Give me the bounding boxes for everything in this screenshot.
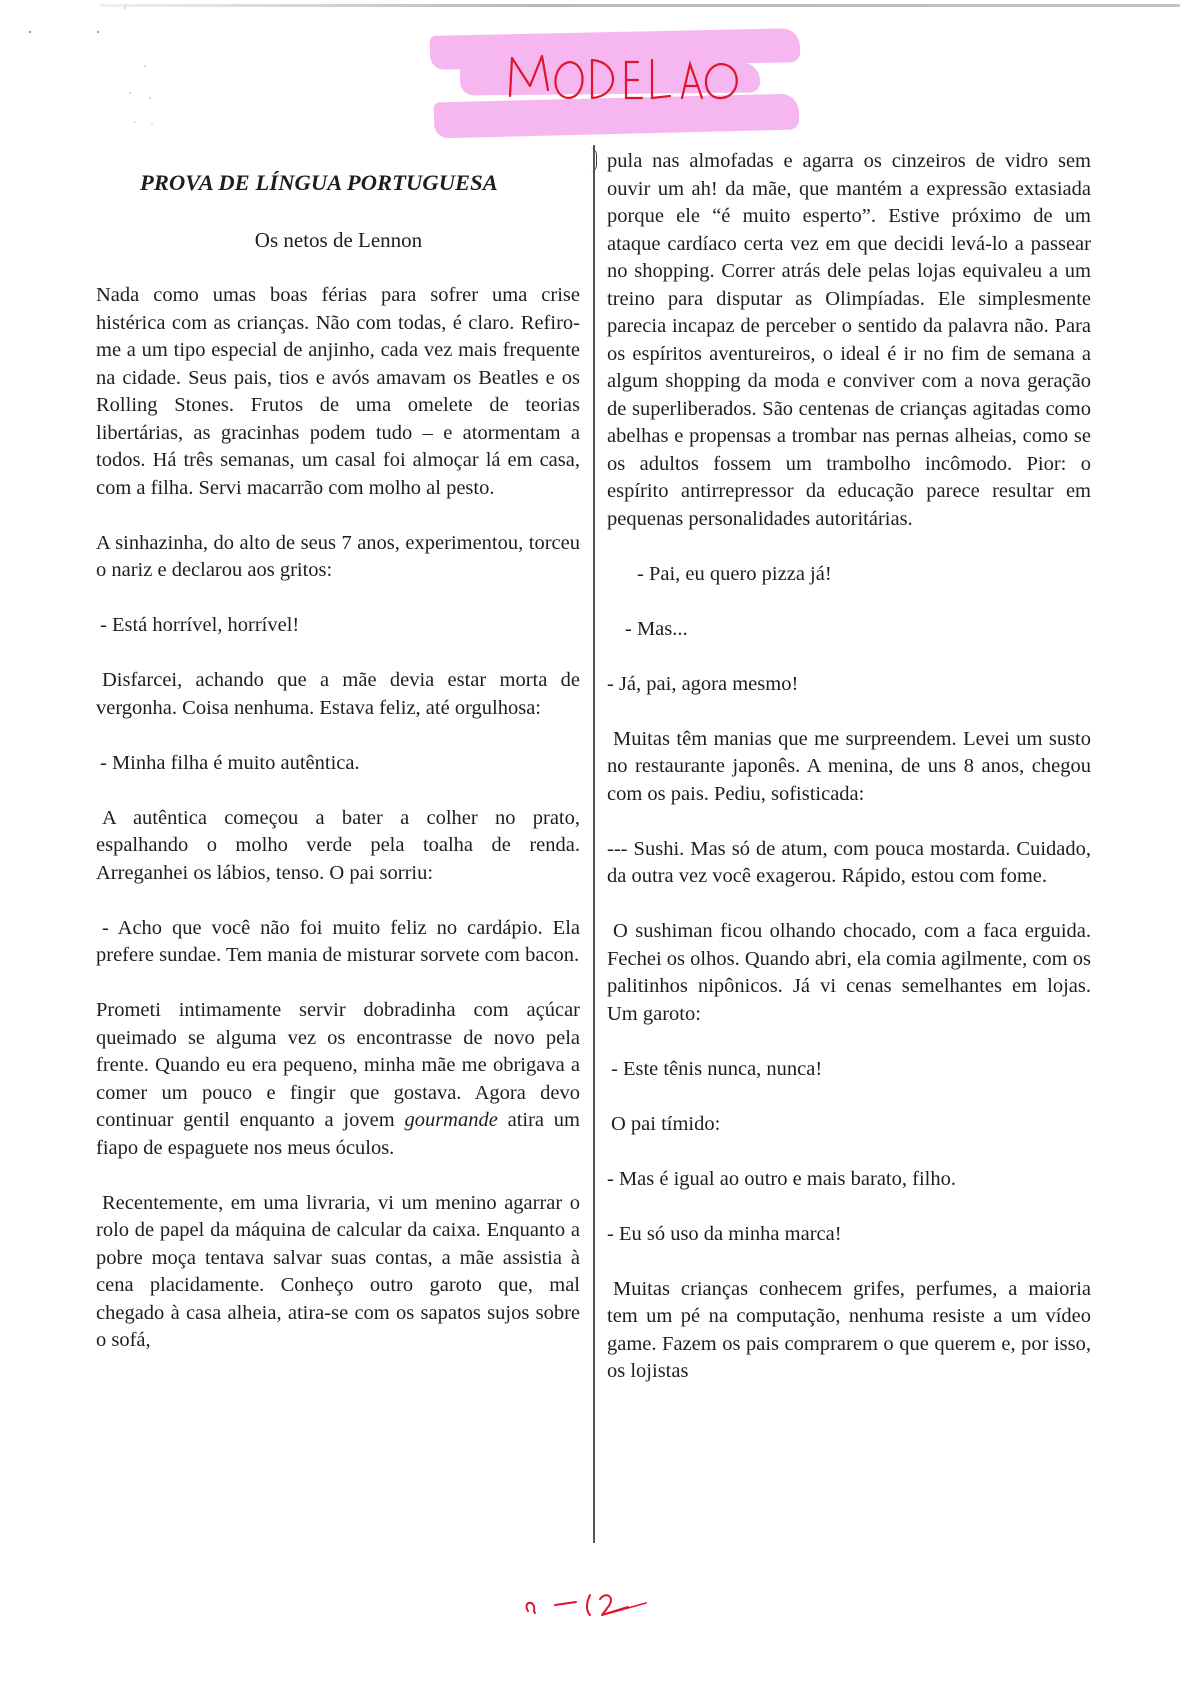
dialogue-line: --- Sushi. Mas só de atum, com pouca mostarda. Cuidado, da outra vez você exagerou. Rápido, estou com fome. — [607, 837, 1091, 887]
dialogue-line: - Já, pai, agora mesmo! — [607, 672, 799, 695]
paragraph: A sinhazinha, do alto de seus 7 anos, experimentou, torceu o nariz e declarou aos gritos: — [96, 531, 580, 581]
paragraph: O sushiman ficou olhando chocado, com a faca erguida. Fechei os olhos. Quando abri, ela comia agilmente, com os palitinhos nipônicos. Já vi cenas semelhantes em lojas. Um garoto: — [607, 920, 1091, 1025]
dialogue-line: - Minha filha é muito autêntica. — [100, 751, 360, 774]
story-title: Os netos de Lennon — [254, 228, 423, 252]
exam-title: PROVA DE LÍNGUA PORTUGUESA — [140, 170, 498, 195]
handwritten-page-number — [510, 1585, 710, 1625]
text-run: Prometi intimamente servir dobradinha com açúcar queimado se alguma vez os encontrasse de novo pela frente. Quando eu era pequeno, minha mãe me obrigava a comer um pouco e fingir que gostava. Agora devo continuar gentil enquanto a jovem — [96, 999, 580, 1131]
dialogue-line: - Este tênis nunca, nunca! — [611, 1057, 823, 1080]
paragraph: Recentemente, em uma livraria, vi um menino agarrar o rolo de papel da máquina de calcular da caixa. Enquanto a pobre moça tentava salvar suas contas, a mãe assistia à cena placidamente. Conheço outro garoto que, mal chegado à casa alheia, atira-se com os sapatos sujos sobre o sofá, — [96, 1191, 580, 1351]
dialogue-line: - Pai, eu quero pizza já! — [637, 562, 832, 585]
paragraph: O pai tímido: — [611, 1112, 721, 1135]
modelo-stamp — [420, 18, 820, 138]
column-divider — [593, 145, 595, 1543]
paragraph-prometi — [96, 997, 580, 1162]
italic-term: gourmande — [404, 1109, 498, 1131]
column-divider-hook — [590, 148, 597, 172]
text-run: atira um fiapo de espaguete nos meus óculos. — [96, 1109, 580, 1159]
handwritten-page-number-glyphs — [510, 1585, 710, 1625]
right-text-column — [607, 148, 1091, 1386]
scan-edge-shadow — [100, 4, 1180, 7]
dialogue-line: - Mas é igual ao outro e mais barato, filho. — [607, 1167, 956, 1190]
paragraph: Muitas têm manias que me surpreendem. Levei um susto no restaurante japonês. A menina, de uns 8 anos, chegou com os pais. Pediu, sofisticada: — [607, 727, 1091, 805]
paragraph: Nada como umas boas férias para sofrer uma crise histérica com as crianças. Não com todas, é claro. Refiro-me a um tipo especial de anjinho, cada vez mais frequente na cidade. Seus pais, tios e avós amavam os Beatles e os Rolling Stones. Frutos de uma omelete de teorias libertárias, as gracinhas podem tudo – e atormentam a todos. Há três semanas, um casal foi almoçar lá em casa, com a filha. Servi macarrão com molho al pesto. — [96, 284, 580, 499]
handwritten-modelo-text — [420, 18, 820, 138]
paragraph: pula nas almofadas e agarra os cinzeiros de vidro sem ouvir um ah! da mãe, que mantém a expressão extasiada porque ele “é muito esperto”. Estive próximo de um ataque cardíaco certa vez em que decidi levá-lo a passear no shopping. Correr atrás dele pelas lojas equivaleu a um treino para disputar as Olimpíadas. Ele simplesmente parecia incapaz de perceber o sentido da palavra não. Para os espíritos aventureiros, o ideal é ir no fim de semana a algum shopping da moda e conviver com a nova geração de superliberados. São centenas de crianças agitadas como abelhas e propensas a trombar nas pernas alheias, como se os adultos fossem um trambolho incômodo. Pior: o espírito antirrepressor da educação parece resultar em pequenas personalidades autoritárias. — [607, 150, 1091, 530]
paragraph: Muitas crianças conhecem grifes, perfumes, a maioria tem um pé na computação, nenhuma resiste a um vídeo game. Fazem os pais comprarem o que querem e, por isso, os lojistas — [607, 1277, 1091, 1382]
scan-specks — [0, 0, 200, 140]
paragraph: Disfarcei, achando que a mãe devia estar morta de vergonha. Coisa nenhuma. Estava feliz, até orgulhosa: — [96, 669, 580, 719]
paragraph: A autêntica começou a bater a colher no prato, espalhando o molho verde pela toalha de renda. Arreganhei os lábios, tenso. O pai sorriu: — [96, 806, 580, 884]
dialogue-line: - Eu só uso da minha marca! — [607, 1222, 842, 1245]
dialogue-line: - Mas... — [625, 617, 688, 640]
left-text-column — [96, 282, 580, 1355]
dialogue-line: - Acho que você não foi muito feliz no cardápio. Ela prefere sundae. Tem mania de misturar sorvete com bacon. — [96, 916, 580, 966]
dialogue-line: - Está horrível, horrível! — [100, 614, 300, 636]
